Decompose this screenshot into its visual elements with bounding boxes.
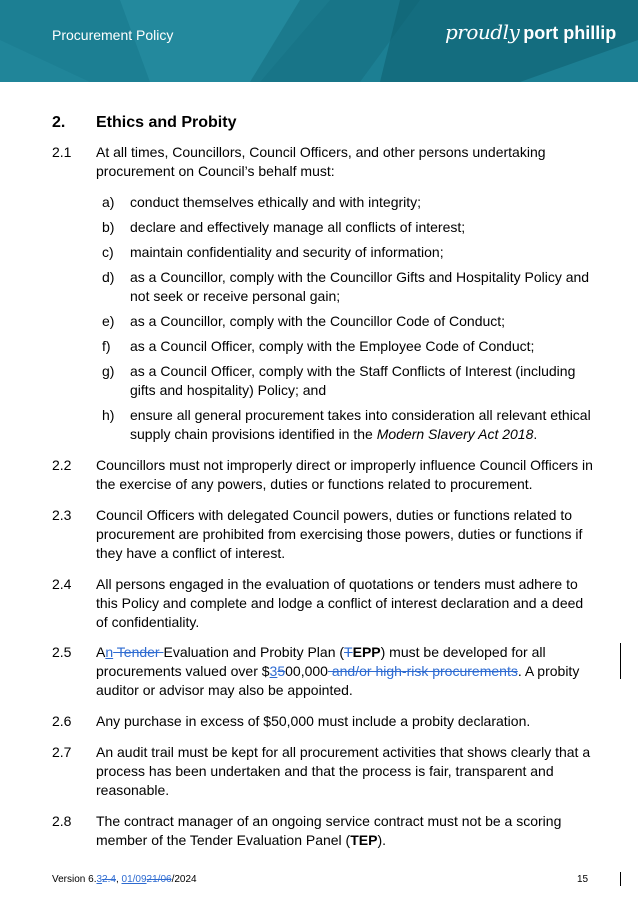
list-item-text: as a Council Officer, comply with the Staff Conflicts of Interest (including gifts and hospitality) Policy; and: [130, 363, 576, 398]
list-item-text: declare and effectively manage all conflicts of interest;: [130, 219, 466, 235]
clause-text-part: The contract manager of an ongoing service contract must not be a scoring member of the Tender Evaluation Panel (: [96, 813, 562, 848]
list-item-text: as a Councillor, comply with the Councillor Gifts and Hospitality Policy and not seek or receive personal gain;: [130, 269, 590, 304]
list-letter: f): [102, 338, 111, 354]
clause-number-2-1: 2.1: [52, 144, 72, 160]
clause-number-2-3: 2.3: [52, 507, 72, 523]
tracked-insertion: 3: [269, 663, 278, 679]
clause-number-2-7: 2.7: [52, 744, 72, 760]
tracked-insertion: 3: [96, 874, 103, 885]
clause-text-2-6: Any purchase in excess of $50,000 must include a probity declaration.: [96, 713, 531, 729]
footer-text: ,: [115, 874, 122, 885]
list-item-text-part: ensure all general procurement takes into consideration all relevant ethical supply chain provisions identified in the: [130, 407, 591, 442]
change-bar: [620, 872, 621, 886]
clause-text-part: ) must be developed for all procurements valued over $: [96, 644, 546, 679]
list-letter: g): [102, 363, 115, 379]
section-number: 2.: [52, 114, 66, 131]
clause-number-2-4: 2.4: [52, 576, 72, 592]
tracked-deletion: Tender: [113, 644, 164, 660]
clause-number-2-2: 2.2: [52, 457, 72, 473]
logo-script-text: proudly: [445, 20, 520, 44]
list-item-text-part: .: [533, 426, 538, 442]
list-item-text: as a Councillor, comply with the Councillor Code of Conduct;: [130, 313, 506, 329]
clause-text-part: ).: [377, 832, 387, 848]
list-item-text: maintain confidentiality and security of information;: [130, 244, 444, 260]
list-letter: h): [102, 407, 115, 423]
clause-text-2-1: At all times, Councillors, Council Officers, and other persons undertaking procurement on Council’s behalf must:: [96, 144, 546, 179]
acronym-bold: EPP: [352, 644, 381, 660]
footer-text: Version 6.: [52, 874, 97, 885]
section-title: Ethics and Probity: [96, 114, 237, 131]
tracked-deletion: 5: [277, 663, 286, 679]
clause-number-2-8: 2.8: [52, 813, 72, 829]
tracked-insertion: 01/09: [121, 874, 147, 885]
tracked-deletion: 2.4: [102, 874, 116, 885]
clause-text-part: Evaluation and Probity Plan (: [163, 644, 345, 660]
clause-number-2-6: 2.6: [52, 713, 72, 729]
page-number: 15: [577, 874, 589, 885]
list-item-text: as a Council Officer, comply with the Employee Code of Conduct;: [130, 338, 535, 354]
list-letter: b): [102, 219, 115, 235]
clause-text-2-5: [96, 643, 596, 700]
tracked-deletion: and/or high-risk procurements: [327, 663, 518, 679]
clause-text-part: A: [96, 644, 106, 660]
list-letter: d): [102, 269, 115, 285]
clause-number-2-5: 2.5: [52, 644, 72, 660]
list-item-text: conduct themselves ethically and with integrity;: [130, 194, 422, 210]
tracked-insertion: n: [105, 644, 114, 660]
acronym-bold: TEP: [350, 832, 378, 848]
tracked-deletion: 21/06: [146, 874, 172, 885]
document-title: Procurement Policy: [52, 27, 174, 43]
logo-bold-text: port phillip: [523, 23, 617, 43]
clause-text-2-4: All persons engaged in the evaluation of quotations or tenders must adhere to this Policy and complete and lodge a conflict of interest declaration and a deed of confidentiality.: [96, 576, 584, 630]
act-title: Modern Slavery Act 2018: [376, 426, 534, 442]
header-banner: [0, 0, 638, 82]
clause-text-2-8: [96, 812, 596, 850]
clause-text-part: 00,000: [285, 663, 328, 679]
list-item-text: [130, 406, 600, 444]
list-letter: c): [102, 244, 114, 260]
version-footer: [52, 874, 197, 885]
change-bar: [620, 643, 621, 679]
footer-text: /2024: [171, 874, 197, 885]
clause-text-2-2: Councillors must not improperly direct or improperly influence Council Officers in the exercise of any powers, duties or functions related to procurement.: [96, 457, 593, 492]
tracked-deletion: T: [344, 644, 353, 660]
clause-text-2-3: Council Officers with delegated Council powers, duties or functions related to procurement are prohibited from exercising those powers, duties or functions if they have a conflict of interest.: [96, 507, 583, 561]
list-letter: e): [102, 313, 115, 329]
clause-text-2-7: An audit trail must be kept for all procurement activities that shows clearly that a process has been undertaken and that the process is fair, transparent and reasonable.: [96, 744, 591, 798]
list-letter: a): [102, 194, 115, 210]
clause-text-part: . A probity auditor or advisor may also be appointed.: [96, 663, 580, 698]
council-logo: [445, 20, 616, 44]
